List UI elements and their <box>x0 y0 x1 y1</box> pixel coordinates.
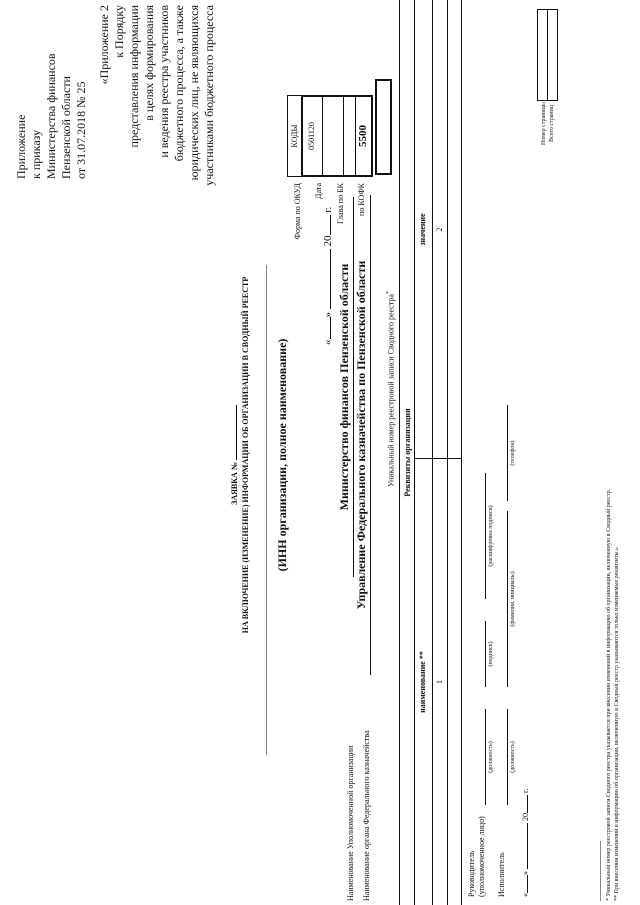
order-attachment-line-4: Пензенской области <box>59 76 73 179</box>
kofk-label: по КОФК <box>357 183 366 216</box>
head-signature-field[interactable] <box>485 621 486 687</box>
footnote-1: * Уникальный номер реестровой записи Сводного реестра указывается при внесении изменений в информацию об организации, включенную в Сводный реестр. <box>606 488 612 901</box>
okud-value: 0501120 <box>307 122 316 150</box>
bk-label: Глава по БК <box>336 183 345 224</box>
executor-label: Исполнитель <box>497 852 506 897</box>
head-label: Руководитель <box>467 850 476 897</box>
page-number-label: Номер страницы <box>541 102 547 145</box>
okud-label: Форма по ОКУД <box>293 183 302 240</box>
order-attachment-line-1: Приложение <box>14 114 28 179</box>
signature-date-line: «» 20 г. <box>521 788 530 897</box>
authorized-org-label: Наименование Уполномоченной организации <box>346 745 355 901</box>
executor-phone-caption: (телефон) <box>510 440 516 466</box>
head-decoding-field[interactable] <box>485 473 486 599</box>
appendix-line-6: бюджетного процесса, а также <box>172 5 186 162</box>
appendix-line-2: к Порядку <box>112 5 126 58</box>
head-position-field[interactable] <box>485 709 486 805</box>
executor-position-caption: (должность) <box>510 741 516 773</box>
pages-total-label: Всего страниц <box>549 105 555 142</box>
appendix-line-7: юридических лиц, не являющихся <box>187 5 201 181</box>
requisites-col-1-number: 1 <box>435 680 444 684</box>
date-label: Дата <box>314 183 323 199</box>
footnote-2: ** При внесении изменений в информацию об организации, включенную в Сводный реестр указываются только изменяемые реквизиты.» <box>614 547 620 901</box>
authorized-org-value: Министерство финансов Пензенской области <box>337 263 351 511</box>
kofk-value: 5500 <box>357 125 369 147</box>
appendix-line-8: участниками бюджетного процесса <box>202 5 216 186</box>
form-date-line: «» 20 г. <box>322 206 334 345</box>
order-attachment-line-2: к приказу <box>29 129 43 179</box>
order-attachment-line-5: от 31.07.2018 № 25 <box>74 81 88 179</box>
inn-caption: (ИНН организации, полное наименование) <box>275 338 289 572</box>
codes-header: КОДЫ <box>290 124 299 148</box>
requisites-col-2-number: 2 <box>435 227 444 232</box>
requisites-col-name-header: наименование ** <box>418 651 427 713</box>
requisites-col-value-header: значение <box>418 213 427 246</box>
head-decoding-caption: (расшифровка подписи) <box>488 505 494 567</box>
appendix-line-5: и ведения реестра участников <box>157 5 171 158</box>
appendix-line-3: представления информации <box>127 5 141 148</box>
head-position-caption: (должность) <box>488 741 494 773</box>
executor-position-field[interactable] <box>507 709 508 805</box>
inn-dotted-line <box>266 265 267 755</box>
executor-phone-field[interactable] <box>507 405 508 501</box>
form-title-number: ЗАЯВКА № <box>230 305 240 605</box>
executor-name-field[interactable] <box>507 511 508 687</box>
unique-number-label: Уникальный номер реестровой записи Сводного реестра* <box>385 290 396 487</box>
order-attachment-line-3: Министерства финансов <box>44 53 58 179</box>
unique-number-field[interactable] <box>375 79 392 175</box>
requisites-group-header: Реквизиты организации <box>403 408 412 497</box>
form-title: НА ВКЛЮЧЕНИЕ (ИЗМЕНЕНИЕ) ИНФОРМАЦИИ ОБ ОРГАНИЗАЦИИ В СВОДНЫЙ РЕЕСТР <box>241 276 250 634</box>
head-signature-caption: (подпись) <box>488 641 494 667</box>
executor-name-caption: (фамилия, инициалы) <box>510 571 516 627</box>
head-label-sub: (уполномоченное лицо) <box>477 816 486 897</box>
appendix-line-1: «Приложение 2 <box>97 5 111 85</box>
appendix-line-4: в целях формирования <box>142 5 156 121</box>
treasury-label: Наименование органа Федерального казначейства <box>362 730 371 901</box>
treasury-value: Управление Федерального казначейства по Пензенской области <box>354 260 368 610</box>
